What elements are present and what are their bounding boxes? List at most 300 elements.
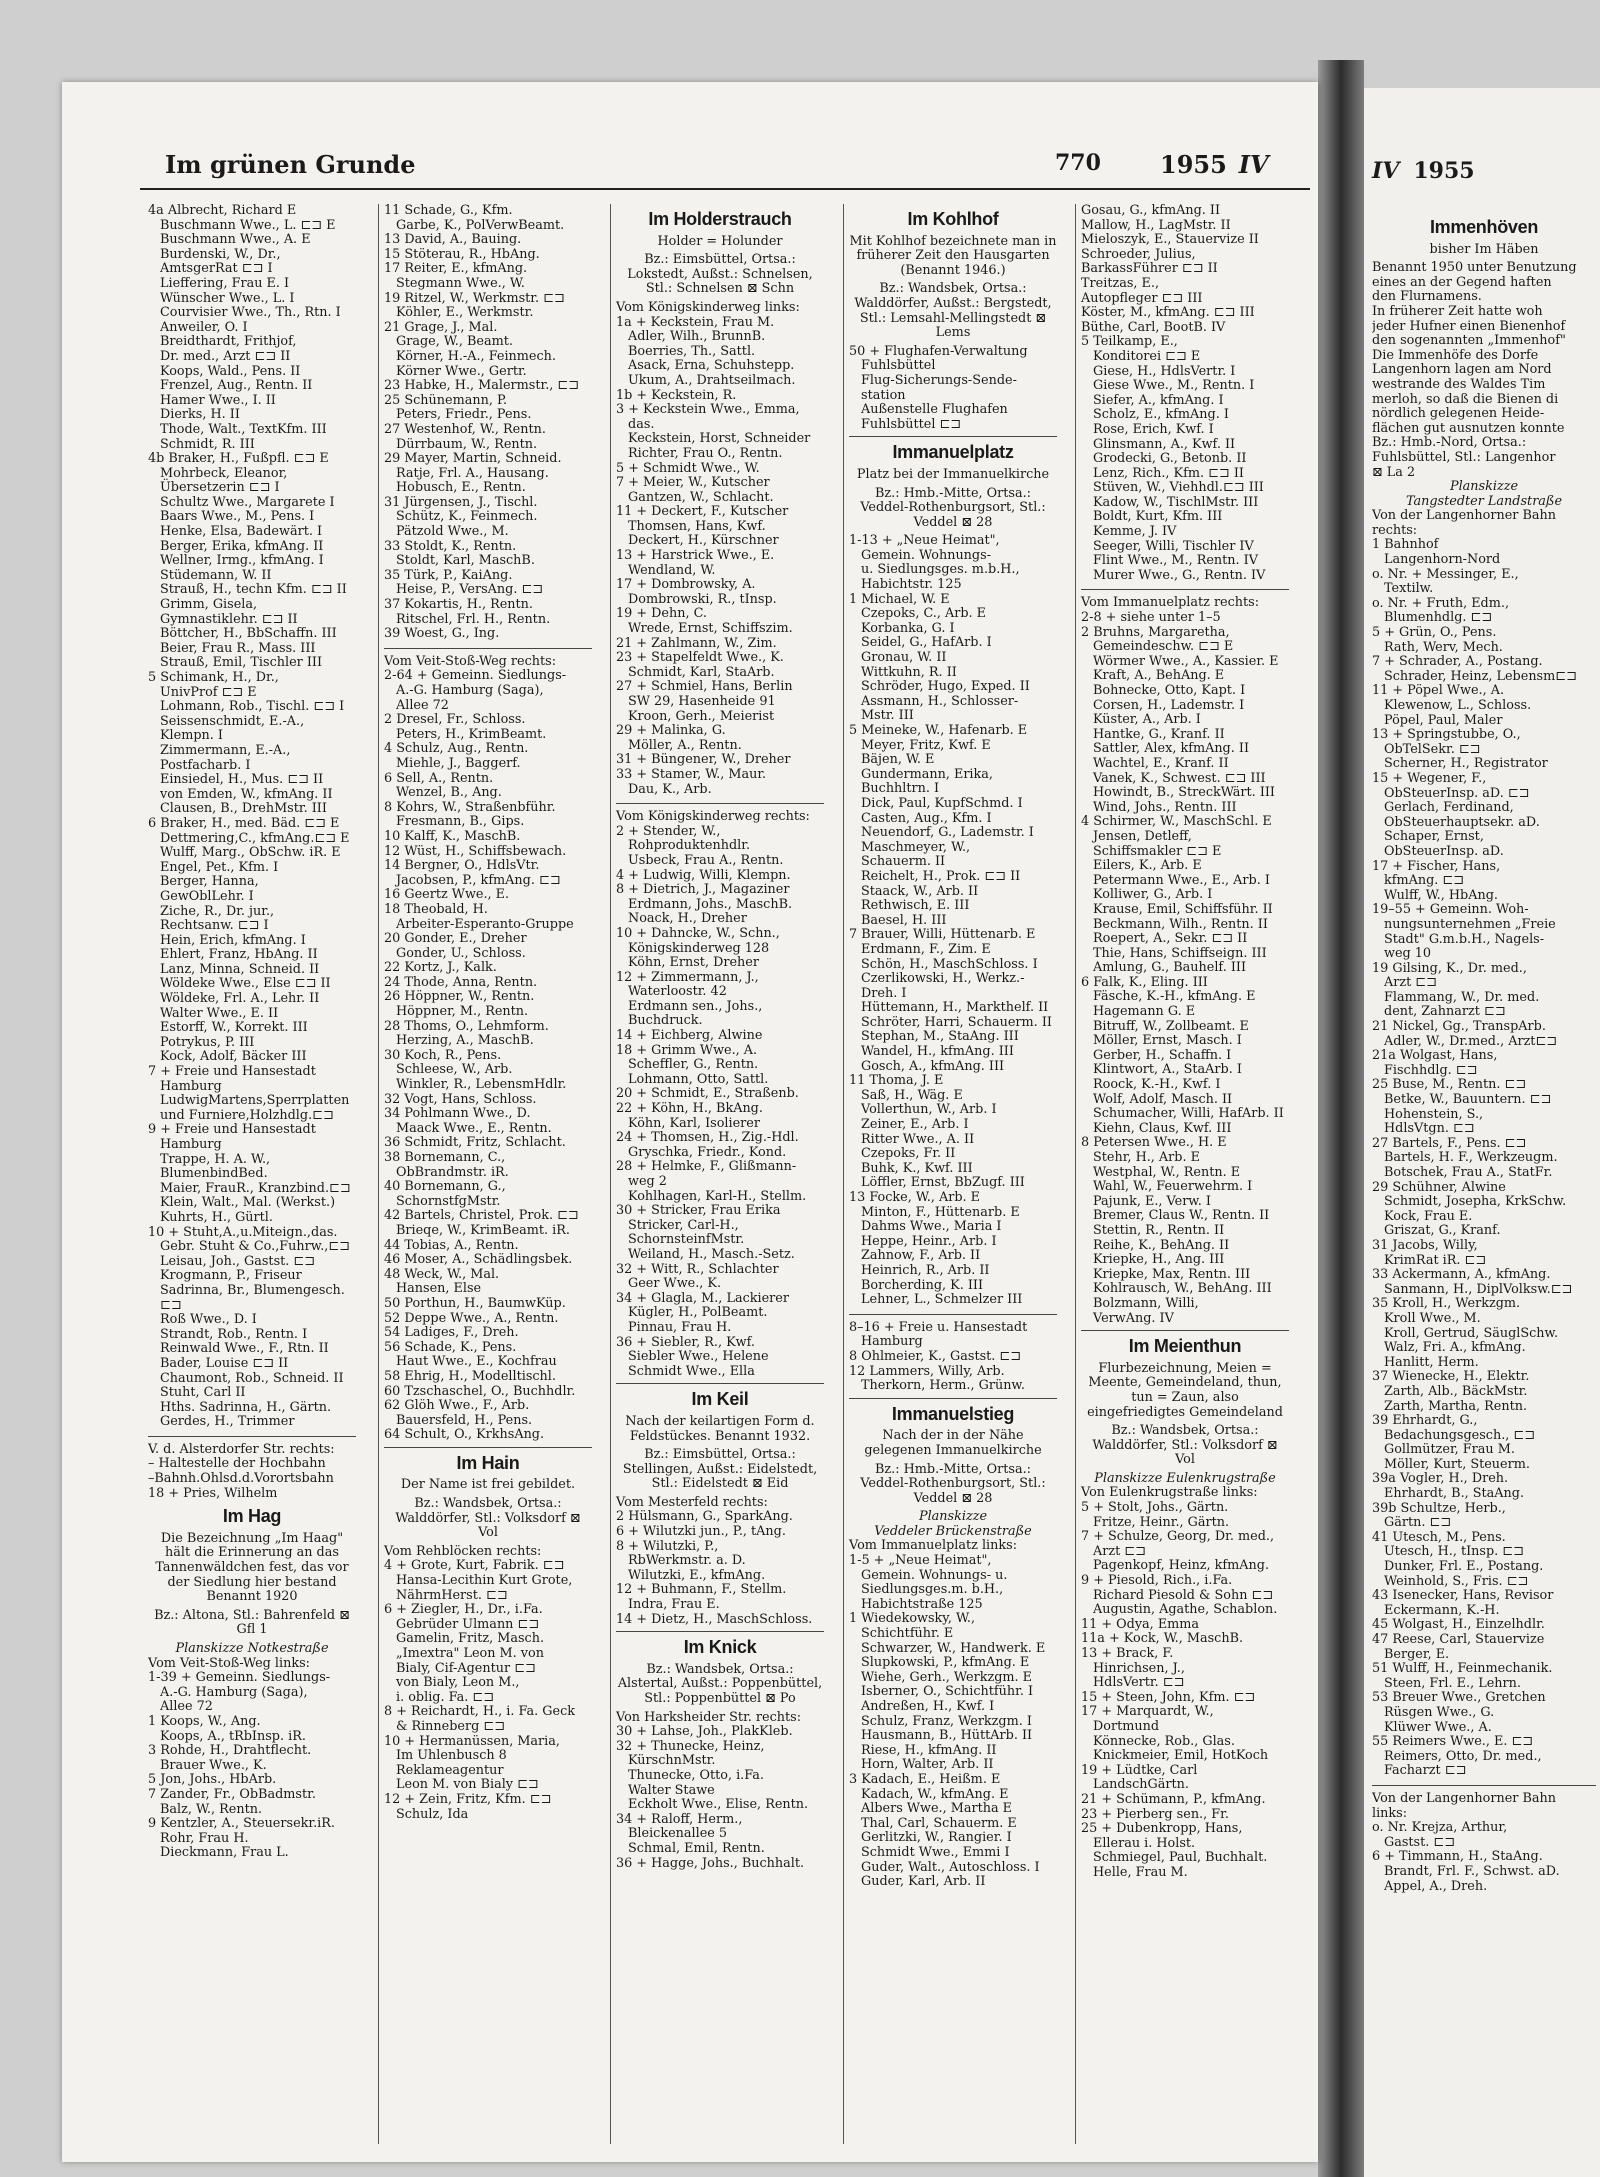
directory-entry: Strauß, Emil, Tischler III [160, 655, 322, 671]
directory-entry: 17 + Fischer, Hans, [1372, 858, 1501, 874]
directory-entry: 31 + Büngener, W., Dreher [616, 752, 791, 768]
directory-entry: Zeiner, E., Arb. I [861, 1117, 969, 1133]
directory-entry: Horn, Walter, Arb. II [861, 1757, 994, 1773]
directory-entry: 13 + Brack, F. [1081, 1646, 1174, 1661]
directory-entry: Adler, W., Dr.med., Arzt⊏⊐ [1384, 1033, 1558, 1049]
directory-entry: Ehrhardt, B., StaAng. [1384, 1486, 1525, 1502]
directory-entry: 54 Ladiges, F., Dreh. [384, 1325, 519, 1341]
directory-entry: 27 Westenhof, W., Rentn. [384, 421, 546, 437]
directory-entry: Kohlhagen, Karl-H., Stellm. [628, 1188, 807, 1204]
directory-entry: flächen gut ausnutzen konnte [1372, 420, 1565, 436]
street-note: Bz.: Eimsbüttel, Ortsa.: Lokstedt, Außst.: Schnelsen, Stl.: Schnelsen ⊠ Schn [627, 252, 813, 297]
directory-entry: BarkassFührer ⊏⊐ II [1081, 261, 1218, 277]
directory-entry: Leisau, Joh., Gastst. ⊏⊐ [160, 1253, 316, 1269]
directory-entry: A.-G. Hamburg (Saga), [396, 683, 544, 698]
directory-entry: 39a Vogler, H., Dreh. [1372, 1471, 1509, 1487]
directory-entry: Büthe, Carl, BootB. IV [1081, 319, 1226, 335]
directory-entry: Griszat, G., Kranf. [1384, 1223, 1501, 1239]
directory-entry: Fuhlsbüttel, Stl.: Langenhor [1372, 449, 1556, 465]
directory-entry: Kügler, H., PolBeamt. [628, 1305, 768, 1321]
street-note: Bz.: Hmb.-Mitte, Ortsa.: Veddel-Rothenburgsort, Stl.: Veddel ⊠ 28 [860, 1461, 1046, 1506]
directory-entry: Zimmermann, E.-A., [160, 742, 291, 758]
directory-entry: Habichtstr. 125 [861, 577, 962, 593]
directory-entry: Rohproduktenhdlr. [628, 838, 751, 854]
directory-entry: 35 Türk, P., KaiAng. [384, 567, 513, 583]
directory-entry: Roock, K.-H., Kwf. I [1093, 1077, 1221, 1093]
directory-entry: Vom Immanuelplatz rechts: [1081, 595, 1260, 611]
directory-entry: Körner Wwe., Gertr. [396, 363, 527, 379]
right-page [1364, 88, 1600, 2177]
street-note: Der Name ist frei gebildet. [400, 1477, 576, 1493]
directory-entry: Wrede, Ernst, Schiffszim. [628, 621, 793, 637]
directory-entry: 12 + Zein, Fritz, Kfm. ⊏⊐ [384, 1791, 552, 1807]
directory-entry: Keckstein, Horst, Schneider [628, 431, 811, 447]
directory-entry: Gärtn. ⊏⊐ [1384, 1515, 1452, 1531]
directory-entry: 17 + Dombrowsky, A. [616, 577, 756, 593]
directory-entry: Kadach, W., kfmAng. E [861, 1786, 1009, 1802]
directory-entry: Sanmann, H., DiplVolksw.⊏⊐ [1384, 1281, 1573, 1297]
directory-entry: Fäsche, K.-H., kfmAng. E [1093, 989, 1256, 1005]
directory-entry: 30 Koch, R., Pens. [384, 1047, 502, 1063]
directory-entry: 13 + Springstubbe, O., [1372, 727, 1521, 743]
directory-entry: 12 Lammers, Willy, Arb. [849, 1363, 1005, 1379]
directory-entry: 4b Braker, H., Fußpfl. ⊏⊐ E [148, 451, 329, 467]
directory-entry: 32 + Witt, R., Schlachter [616, 1261, 779, 1277]
directory-entry: Hohenstein, S., [1384, 1106, 1484, 1122]
directory-entry: Allee 72 [396, 697, 449, 713]
directory-entry: Vom Mesterfeld rechts: [616, 1494, 768, 1510]
directory-entry: 5 + Grün, O., Pens. [1372, 625, 1497, 641]
directory-entry: station [861, 387, 906, 403]
directory-entry: Appel, A., Dreh. [1384, 1878, 1488, 1894]
directory-entry: Fritze, Heinr., Gärtn. [1093, 1514, 1230, 1530]
directory-entry: Strauß, H., techn Kfm. ⊏⊐ II [160, 582, 347, 598]
directory-entry: 13 Focke, W., Arb. E [849, 1190, 981, 1205]
directory-entry: Wilutzki, E., kfmAng. [628, 1567, 766, 1583]
directory-entry: KrimRat iR. ⊏⊐ [1384, 1252, 1487, 1268]
directory-entry: Bader, Louise ⊏⊐ II [160, 1355, 289, 1371]
directory-entry: Schleese, W., Arb. [396, 1062, 513, 1078]
directory-entry: Courvisier Wwe., Th., Rtn. I [160, 305, 341, 321]
directory-entry: Vollerthun, W., Arb. I [861, 1102, 997, 1118]
directory-entry: Klüwer Wwe., A. [1384, 1719, 1492, 1735]
directory-entry: Asack, Erna, Schuhstepp. [628, 358, 795, 374]
directory-entry: 5 + Stolt, Johs., Gärtn. [1081, 1500, 1229, 1516]
directory-entry: 34 Pohlmann Wwe., D. [384, 1106, 531, 1122]
directory-entry: Westphal, W., Rentn. E [1093, 1164, 1241, 1180]
directory-entry: Lehner, L., Schmelzer III [861, 1292, 1023, 1308]
directory-entry: Engel, Pet., Kfm. I [160, 859, 279, 875]
directory-entry: Hamburg [160, 1078, 222, 1094]
directory-entry: Zarth, Martha, Rentn. [1384, 1398, 1528, 1414]
directory-entry: Lieffering, Frau E. I [160, 275, 290, 291]
directory-entry: Rohr, Frau H. [160, 1830, 249, 1846]
directory-entry: Wahl, W., Feuerwehrm. I [1093, 1179, 1253, 1195]
street-note: Bz.: Wandsbek, Ortsa.: Walddörfer, Stl.: Volksdorf ⊠ Vol [1092, 1423, 1278, 1468]
directory-entry: von Bialy, Leon M., [396, 1675, 520, 1691]
directory-entry: Wolf, Adolf, Masch. II [1093, 1091, 1233, 1107]
directory-entry: Chaumont, Rob., Schneid. II [160, 1370, 344, 1386]
section-divider [849, 1314, 1057, 1315]
directory-entry: Bitruff, W., Zollbeamt. E [1093, 1018, 1249, 1034]
street-note: Die Bezeichnung „Im Haag" hält die Erinnerung an das Tannenwäldchen fest, das vor der Siedlung hier bestand Benannt 1920 [155, 1530, 349, 1605]
directory-entry: Czepoks, Fr. II [861, 1146, 956, 1162]
directory-entry: Flug-Sicherungs-Sende- [861, 372, 1017, 388]
directory-entry: 27 Bartels, F., Pens. ⊏⊐ [1372, 1135, 1527, 1151]
directory-entry: 44 Tobias, A., Rentn. [384, 1237, 519, 1253]
directory-entry: Kuhrts, H., Gürtl. [160, 1209, 273, 1225]
directory-entry: Czerlikowski, H., Werkz.- [861, 971, 1025, 987]
directory-entry: Schumacher, Willi, HafArb. II [1093, 1106, 1284, 1122]
directory-entry: Thal, Carl, Schauerm. E [861, 1815, 1017, 1831]
directory-entry: 21 + Zahlmann, W., Zim. [616, 635, 777, 651]
directory-entry: 10 + Stuht,A.,u.Miteign.,das. [148, 1224, 338, 1240]
directory-entry: RbWerkmstr. a. D. [628, 1553, 746, 1569]
directory-entry: 9 + Freie und Hansestadt [148, 1122, 316, 1138]
directory-entry: 64 Schult, O., KrkhsAng. [384, 1427, 545, 1443]
directory-entry: Stadt" G.m.b.H., Nagels- [1384, 931, 1545, 947]
directory-entry: Miehle, J., Baggerf. [396, 755, 521, 771]
directory-entry: Stettin, R., Rentn. II [1093, 1222, 1225, 1238]
directory-entry: Petermann Wwe., E., Arb. I [1093, 872, 1270, 888]
plan-sketch-label: Veddeler Brückenstraße [874, 1523, 1032, 1539]
directory-entry: Treitzas, E., [1081, 275, 1160, 291]
directory-entry: 1-39 + Gemeinn. Siedlungs- [148, 1670, 331, 1686]
directory-entry: HdlsVertr. ⊏⊐ [1093, 1675, 1185, 1691]
directory-entry: Walter Stawe [628, 1782, 715, 1798]
directory-entry: Grodecki, G., Betonb. II [1093, 451, 1247, 467]
directory-entry: Klintwort, A., StaArb. I [1093, 1062, 1242, 1078]
directory-entry: Hausmann, B., HüttArb. II [861, 1728, 1033, 1744]
directory-entry: Gerlach, Ferdinand, [1384, 800, 1514, 816]
directory-entry: Ratje, Frl. A., Hausang. [396, 465, 549, 481]
directory-entry: Riese, H., kfmAng. II [861, 1742, 997, 1758]
directory-entry: GewOblLehr. I [160, 888, 254, 904]
directory-entry: Bartels, H. F., Werkzeugm. [1384, 1150, 1558, 1166]
directory-entry: LandschGärtn. [1093, 1777, 1189, 1793]
directory-entry: Mieloszyk, E., Stauervize II [1081, 232, 1259, 248]
directory-entry: Dierks, H. II [160, 407, 240, 423]
directory-entry: 11 + Odya, Emma [1081, 1616, 1200, 1632]
directory-entry: Schön, H., MaschSchloss. I [861, 956, 1038, 972]
directory-entry: Hantke, G., Kranf. II [1093, 726, 1225, 742]
directory-entry: Casten, Aug., Kfm. I [861, 810, 992, 826]
directory-entry: Ehlert, Franz, HbAng. II [160, 947, 318, 963]
directory-entry: 39b Schultze, Herb., [1372, 1500, 1506, 1516]
directory-entry: Seeger, Willi, Tischler IV [1093, 538, 1254, 554]
directory-entry: Kroll, Gertrud, SäuglSchw. [1384, 1325, 1559, 1341]
directory-entry: 33 Ackermann, A., kfmAng. [1372, 1267, 1551, 1283]
directory-entry: Siefer, A., kfmAng. I [1093, 392, 1224, 408]
directory-entry: Schiffsmakler ⊏⊐ E [1093, 843, 1222, 859]
directory-entry: Könnecke, Rob., Glas. [1093, 1733, 1235, 1749]
directory-entry: 30 + Stricker, Frau Erika [616, 1203, 781, 1219]
directory-entry: Kock, Frau E. [1384, 1208, 1473, 1224]
directory-entry: Dahms Wwe., Maria I [861, 1219, 1002, 1235]
plan-sketch-label: Tangstedter Landstraße [1405, 493, 1563, 509]
directory-entry: Pajunk, E., Verw. I [1093, 1193, 1211, 1209]
directory-entry: 34 + Raloff, Herm., [616, 1811, 743, 1827]
directory-entry: Eckermann, K.-H. [1384, 1602, 1500, 1618]
directory-entry: Köhn, Ernst, Dreher [628, 955, 759, 971]
directory-entry: Gosch, A., kfmAng. III [861, 1058, 1005, 1074]
directory-entry: Schroeder, Julius, [1081, 246, 1196, 262]
directory-entry: das. [628, 416, 655, 432]
directory-entry: Gebr. Stuht & Co.,Fuhrw.,⊏⊐ [160, 1239, 351, 1255]
directory-entry: Amlung, G., Bauhelf. III [1093, 960, 1247, 976]
directory-entry: 6 Sell, A., Rentn. [384, 770, 494, 786]
directory-entry: Bohnecke, Otto, Kapt. I [1093, 683, 1246, 698]
directory-entry: Pöpel, Paul, Maler [1384, 712, 1503, 728]
directory-entry: 47 Reese, Carl, Stauervize [1372, 1632, 1545, 1647]
directory-entry: Gastst. ⊏⊐ [1384, 1834, 1456, 1850]
directory-entry: 8 Petersen Wwe., H. E [1081, 1135, 1227, 1151]
directory-entry: Isberner, O., Schichtführ. I [861, 1684, 1034, 1700]
directory-entry: 17 + Marquardt, W., [1081, 1704, 1214, 1720]
directory-entry: Weinhold, S., Fris. ⊏⊐ [1384, 1573, 1529, 1589]
directory-entry: Gollmützer, Frau M. [1384, 1442, 1515, 1458]
directory-entry: Von Harksheider Str. rechts: [616, 1709, 802, 1725]
directory-entry: Pätzold Wwe., M. [396, 524, 509, 540]
directory-entry: 10 + Hermanüssen, Maria, [384, 1733, 560, 1749]
street-heading: Im Kohlhof [907, 209, 999, 229]
directory-entry: Scholz, E., kfmAng. I [1093, 407, 1229, 423]
street-note: Platz bei der Immanuelkirche [856, 466, 1050, 482]
directory-entry: 6 Braker, H., med. Bäd. ⊏⊐ E [148, 815, 340, 831]
directory-entry: eines an der Gegend haften [1372, 274, 1552, 290]
plan-sketch-label: Planskizze Eulenkrugstraße [1094, 1470, 1276, 1486]
plan-sketch-label: Planskizze [1449, 479, 1519, 495]
directory-entry: Usbeck, Frau A., Rentn. [628, 852, 784, 868]
directory-entry: 32 + Thunecke, Heinz, [616, 1738, 765, 1754]
directory-entry: Ritter Wwe., A. II [861, 1131, 975, 1147]
directory-entry: Lanz, Minna, Schneid. II [160, 961, 320, 977]
directory-entry: 15 + Steen, John, Kfm. ⊏⊐ [1081, 1689, 1256, 1705]
directory-entry: Fuhlsbüttel [861, 358, 936, 374]
directory-entry: Rethwisch, E. III [861, 898, 970, 914]
page-running-head: Im grünen Grunde [165, 150, 416, 179]
directory-entry: Dettmering,C., kfmAng.⊏⊐ E [160, 830, 350, 846]
directory-entry: ObBrandmstr. iR. [396, 1164, 509, 1180]
directory-entry: KürschnMstr. [628, 1753, 716, 1769]
directory-entry: Erdmann, F., Zim. E [861, 941, 991, 957]
directory-entry: 53 Breuer Wwe., Gretchen [1372, 1690, 1546, 1706]
directory-entry: Peters, H., KrimBeamt. [396, 726, 547, 742]
directory-entry: SchornstfgMstr. [396, 1193, 501, 1209]
directory-entry: Siebler Wwe., Helene [628, 1349, 769, 1365]
directory-entry: Howindt, B., StreckWärt. III [1093, 785, 1275, 801]
directory-entry: 55 Reimers Wwe., E. ⊏⊐ [1372, 1734, 1534, 1750]
directory-entry: Dieckmann, Frau L. [160, 1845, 289, 1861]
directory-entry: Walter Wwe., E. II [160, 1005, 279, 1021]
directory-entry: Dombrowski, R., tInsp. [628, 591, 777, 607]
directory-entry: Schmidt Wwe., Ella [628, 1363, 755, 1379]
book-gutter [1318, 60, 1364, 2177]
directory-entry: Beckmann, Wilh., Rentn. II [1093, 916, 1268, 932]
directory-entry: Thie, Hans, Schiffseign. III [1093, 945, 1267, 961]
directory-entry: 2 Hülsmann, G., SparkAng. [616, 1509, 793, 1525]
directory-entry: Bauersfeld, H., Pens. [396, 1412, 533, 1428]
street-note: Nach der in der Nähe gelegenen Immanuelkirche [864, 1428, 1042, 1458]
directory-entry: AmtsgerRat ⊏⊐ I [160, 261, 273, 277]
directory-entry: 11 + Deckert, F., Kutscher [616, 504, 789, 520]
directory-entry: Peters, Friedr., Pens. [396, 407, 532, 423]
directory-entry: Waterloostr. 42 [628, 984, 727, 1000]
directory-entry: Weiland, H., Masch.-Setz. [628, 1246, 795, 1262]
directory-entry: weg 10 [1384, 946, 1432, 962]
directory-entry: Fresmann, B., Gips. [396, 814, 525, 830]
directory-entry: 19 + Lüdtke, Carl [1081, 1762, 1198, 1778]
directory-entry: 18 + Grimm Wwe., A. [616, 1042, 758, 1058]
directory-entry: Wandel, H., kfmAng. III [861, 1044, 1014, 1060]
directory-entry: 50 Porthun, H., BaumwKüp. [384, 1295, 566, 1311]
directory-entry: und Furniere,Holzhdlg.⊏⊐ [160, 1107, 334, 1123]
directory-entry: Blumenhdlg. ⊏⊐ [1384, 610, 1493, 626]
directory-entry: 14 + Dietz, H., MaschSchloss. [616, 1611, 813, 1627]
directory-entry: Körner, H.-A., Feinmech. [396, 348, 556, 364]
directory-entry: Wünscher Wwe., L. I [160, 290, 295, 306]
directory-entry: 13 + Harstrick Wwe., E. [616, 548, 775, 564]
directory-entry: 24 + Thomsen, H., Zig.-Hdl. [616, 1130, 799, 1146]
directory-entry: Jacobsen, P., kfmAng. ⊏⊐ [396, 872, 561, 888]
directory-entry: UnivProf ⊏⊐ E [160, 684, 257, 700]
directory-entry: Von der Langenhorner Bahn [1372, 508, 1556, 524]
directory-entry: Wellner, Irmg., kfmAng. I [160, 553, 324, 569]
directory-entry: 22 + Köhn, H., BkAng. [616, 1101, 763, 1117]
directory-entry: 8–16 + Freie u. Hansestadt [849, 1319, 1028, 1335]
directory-entry: Fischhdlg. ⊏⊐ [1384, 1062, 1478, 1078]
directory-entry: Klewenow, L., Schloss. [1384, 698, 1532, 713]
directory-entry: Scheffler, G., Rentn. [628, 1057, 759, 1073]
directory-entry: Langenhorn-Nord [1384, 552, 1501, 568]
directory-entry: 11a + Kock, W., MaschB. [1081, 1631, 1244, 1647]
directory-entry: Bolzmann, Willi, [1093, 1295, 1199, 1311]
directory-entry: Pinnau, Frau H. [628, 1319, 732, 1335]
directory-entry: Pagenkopf, Heinz, kfmAng. [1093, 1558, 1270, 1574]
directory-entry: 21 + Schümann, P., kfmAng. [1081, 1791, 1266, 1807]
directory-entry: Maack Wwe., E., Rentn. [396, 1120, 552, 1136]
directory-entry: Dürrbaum, W., Rentn. [396, 436, 538, 452]
directory-entry: Schwarzer, W., Handwerk. E [861, 1640, 1046, 1656]
directory-entry: Boerries, Th., Sattl. [628, 343, 756, 359]
directory-entry: westrande des Waldes Tim [1372, 376, 1546, 392]
directory-entry: Rechtsanw. ⊏⊐ I [160, 918, 269, 934]
directory-entry: Sattler, Alex, kfmAng. II [1093, 741, 1249, 757]
directory-entry: Böttcher, H., BbSchaffn. III [160, 626, 337, 642]
directory-entry: 43 Isenecker, Hans, Revisor [1372, 1588, 1554, 1604]
directory-entry: Textilw. [1384, 581, 1434, 597]
directory-entry: 11 Schade, G., Kfm. [384, 204, 513, 218]
directory-entry: Reichelt, H., Prok. ⊏⊐ II [861, 868, 1021, 884]
directory-entry: Stephan, M., StaAng. III [861, 1029, 1019, 1045]
directory-entry: den sogenannten „Immenhof" [1372, 333, 1566, 349]
directory-entry: 13 David, A., Bauing. [384, 232, 522, 248]
directory-entry: Gantzen, W., Schlacht. [628, 489, 774, 505]
directory-entry: Gryschka, Friedr., Kond. [628, 1144, 787, 1160]
directory-entry: 37 Kokartis, H., Rentn. [384, 597, 533, 613]
street-heading: Immanuelstieg [849, 1398, 1057, 1428]
directory-entry: Kohlrausch, W., BehAng. III [1093, 1281, 1272, 1297]
directory-entry: 38 Bornemann, C., [384, 1150, 506, 1165]
directory-entry: 6 + Wilutzki jun., P., tAng. [616, 1524, 786, 1540]
directory-entry: Flint Wwe., M., Rentn. IV [1093, 553, 1258, 569]
directory-entry: 31 Jürgensen, J., Tischl. [384, 494, 538, 510]
directory-entry: Stegmann Wwe., W. [396, 275, 525, 291]
directory-entry: Reihe, K., BehAng. II [1093, 1237, 1230, 1253]
directory-entry: Walz, Fri. A., kfmAng. [1384, 1340, 1526, 1356]
directory-entry: Hths. Sadrinna, H., Gärtn. [160, 1399, 332, 1415]
street-note: Nach der keilartigen Form d. Feldstückes. Benannt 1932. [625, 1413, 815, 1444]
directory-entry: Langenhorn lagen am Nord [1372, 362, 1552, 378]
directory-entry: Hanlitt, Herm. [1384, 1354, 1479, 1370]
directory-entry: Brauer Wwe., K. [160, 1757, 267, 1773]
directory-entry: Rüsgen Wwe., G. [1384, 1704, 1495, 1720]
directory-entry: 20 Gonder, E., Dreher [384, 931, 527, 947]
directory-column-2 [378, 204, 592, 2144]
directory-entry: Leon M. von Bialy ⊏⊐ [396, 1777, 539, 1793]
directory-entry: 23 Habke, H., Malermstr., ⊏⊐ [384, 378, 580, 394]
directory-entry: Köster, M., kfmAng. ⊏⊐ III [1081, 305, 1255, 321]
directory-entry: Einsiedel, H., Mus. ⊏⊐ II [160, 772, 324, 788]
directory-entry: Kroon, Gerh., Meierist [628, 708, 775, 724]
directory-entry: 11 + Pöpel Wwe., A. [1372, 683, 1505, 699]
directory-entry: Berger, Erika, kfmAng. II [160, 538, 324, 554]
directory-entry: 32 Vogt, Hans, Schloss. [384, 1091, 537, 1107]
directory-entry: Vanek, K., Schwest. ⊏⊐ III [1093, 770, 1266, 786]
directory-entry: Kolliwer, G., Arb. I [1093, 887, 1213, 903]
directory-entry: Dick, Paul, KupfSchmd. I [861, 795, 1023, 811]
directory-entry: Vom Rehblöcken rechts: [384, 1543, 542, 1559]
directory-entry: Schröder, Hugo, Exped. II [861, 679, 1030, 695]
directory-entry: Schrader, Heinz, Lebensm⊏⊐ [1384, 668, 1577, 684]
directory-entry: Rath, Werv, Mech. [1384, 639, 1503, 655]
directory-entry: Wöldeke Wwe., Else ⊏⊐ II [160, 976, 331, 992]
directory-entry: 18 Theobald, H. [384, 901, 488, 917]
directory-entry: 10 Kalff, K., MaschB. [384, 828, 521, 844]
directory-entry: Therkorn, Herm., Grünw. [861, 1378, 1025, 1394]
directory-entry: Arzt ⊏⊐ [1384, 975, 1437, 991]
directory-entry: Scherner, H., Registrator [1384, 756, 1548, 772]
directory-entry: nungsunternehmen „Freie [1384, 916, 1556, 932]
directory-entry: 28 Thoms, O., Lehmform. [384, 1018, 549, 1034]
directory-entry: Stüdemann, W. II [160, 567, 272, 583]
directory-entry: Gundermann, Erika, [861, 766, 993, 782]
directory-entry: 5 Meineke, W., Hafenarb. E [849, 723, 1028, 738]
directory-entry: Dreh. I [861, 985, 907, 1001]
directory-entry: 7 Brauer, Willi, Hüttenarb. E [849, 927, 1036, 943]
directory-entry: Kock, Adolf, Bäcker III [160, 1049, 307, 1065]
section-divider [384, 648, 592, 649]
directory-entry: 2 Dresel, Fr., Schloss. [384, 712, 526, 728]
directory-entry: Saß, H., Wäg. E [861, 1087, 963, 1103]
directory-entry: Schmiegel, Paul, Buchhalt. [1093, 1850, 1268, 1866]
directory-entry: 2-8 + siehe unter 1–5 [1081, 610, 1221, 626]
directory-entry: o. Nr. + Fruth, Edm., [1372, 595, 1510, 611]
section-divider [616, 803, 824, 804]
directory-entry: 7 + Schrader, A., Postang. [1372, 654, 1543, 670]
directory-entry: 29 Mayer, Martin, Schneid. [384, 451, 562, 467]
directory-entry: ObTelSekr. ⊏⊐ [1384, 741, 1481, 757]
directory-entry: Dau, K., Arb. [628, 781, 712, 797]
directory-entry: Postfacharb. I [160, 757, 251, 773]
directory-entry: Konditorei ⊏⊐ E [1093, 348, 1201, 364]
directory-entry: 5 Schimank, H., Dr., [148, 670, 279, 685]
directory-entry: Ellerau i. Holst. [1093, 1835, 1196, 1851]
directory-entry: Dunker, Frl. E., Postang. [1384, 1559, 1544, 1575]
directory-entry: 2 + Stender, W., [616, 823, 721, 839]
directory-entry: Kraft, A., BehAng. E [1093, 668, 1225, 684]
directory-entry: Buchhltrn. I [861, 781, 940, 797]
